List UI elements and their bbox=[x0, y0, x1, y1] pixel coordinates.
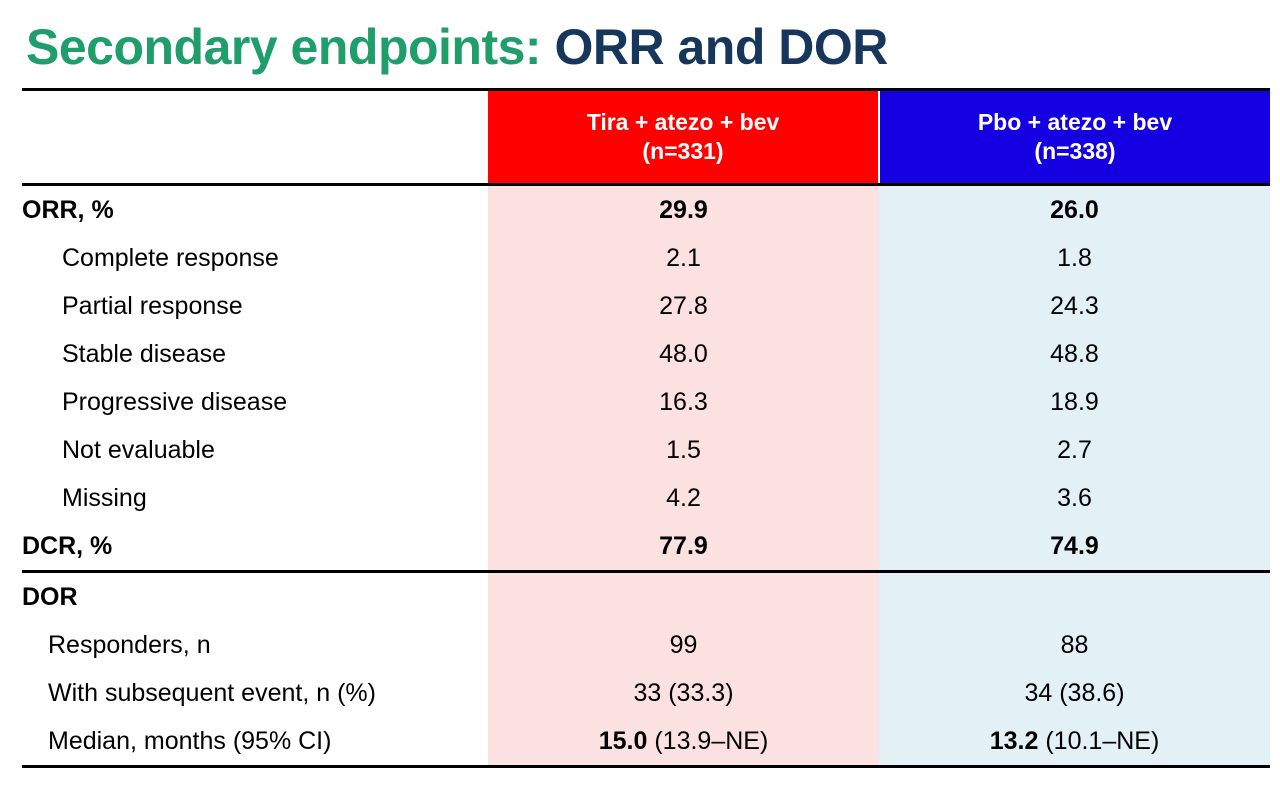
row-value-arm2: 88 bbox=[879, 621, 1270, 669]
page-title-primary: Secondary endpoints: bbox=[26, 19, 555, 75]
table-row bbox=[22, 522, 1270, 572]
row-value-arm2-median: 13.2 bbox=[989, 726, 1039, 755]
row-value-arm2: 48.8 bbox=[879, 330, 1270, 378]
row-value-arm1 bbox=[488, 572, 879, 622]
row-value-arm1: 99 bbox=[488, 621, 879, 669]
row-label: DCR, % bbox=[22, 522, 488, 572]
row-value-arm1-median: 15.0 bbox=[598, 726, 648, 755]
row-value-arm2: 3.6 bbox=[879, 474, 1270, 522]
row-label: Progressive disease bbox=[22, 378, 488, 426]
row-value-arm2: 2.7 bbox=[879, 426, 1270, 474]
row-value-arm2-ci: (10.1–NE) bbox=[1038, 726, 1160, 755]
row-value-arm2 bbox=[879, 572, 1270, 622]
table-header bbox=[22, 90, 1270, 185]
column-header-arm1 bbox=[488, 90, 879, 185]
column-header-arm2 bbox=[879, 90, 1270, 185]
row-label: Missing bbox=[22, 474, 488, 522]
table-body bbox=[22, 185, 1270, 766]
row-value-arm1: 16.3 bbox=[488, 378, 879, 426]
row-value-arm2: 74.9 bbox=[879, 522, 1270, 572]
column-header-blank bbox=[22, 90, 488, 185]
row-value-arm1: 27.8 bbox=[488, 282, 879, 330]
row-value-arm1: 33 (33.3) bbox=[488, 669, 879, 717]
row-value-arm2: 34 (38.6) bbox=[879, 669, 1270, 717]
table-header-row bbox=[22, 90, 1270, 185]
row-label: Not evaluable bbox=[22, 426, 488, 474]
column-header-arm2-label: Pbo + atezo + bev bbox=[977, 108, 1173, 135]
column-header-arm1-n: (n=331) bbox=[642, 138, 724, 164]
table-row bbox=[22, 474, 1270, 522]
table-row bbox=[22, 717, 1270, 765]
row-value-arm1: 2.1 bbox=[488, 234, 879, 282]
row-value-arm1: 48.0 bbox=[488, 330, 879, 378]
row-value-arm2: 24.3 bbox=[879, 282, 1270, 330]
row-label: Complete response bbox=[22, 234, 488, 282]
row-value-arm1: 77.9 bbox=[488, 522, 879, 572]
row-value-arm1-ci: (13.9–NE) bbox=[647, 726, 769, 755]
table-row bbox=[22, 426, 1270, 474]
column-header-arm2-n: (n=338) bbox=[1034, 138, 1116, 164]
row-label: ORR, % bbox=[22, 185, 488, 235]
column-header-arm1-label: Tira + atezo + bev bbox=[586, 108, 780, 135]
table-row bbox=[22, 621, 1270, 669]
page-title bbox=[26, 20, 1262, 74]
row-value-arm2 bbox=[879, 717, 1270, 765]
row-label: DOR bbox=[22, 572, 488, 622]
table-row bbox=[22, 669, 1270, 717]
table-row bbox=[22, 378, 1270, 426]
table-row bbox=[22, 282, 1270, 330]
row-value-arm2: 1.8 bbox=[879, 234, 1270, 282]
row-label: Median, months (95% CI) bbox=[22, 717, 488, 765]
row-label: Responders, n bbox=[22, 621, 488, 669]
results-table bbox=[22, 88, 1270, 765]
page-title-secondary: ORR and DOR bbox=[554, 19, 888, 75]
table-row bbox=[22, 330, 1270, 378]
row-value-arm1: 4.2 bbox=[488, 474, 879, 522]
table-row bbox=[22, 572, 1270, 622]
row-value-arm2: 26.0 bbox=[879, 185, 1270, 235]
table-row bbox=[22, 234, 1270, 282]
row-label: With subsequent event, n (%) bbox=[22, 669, 488, 717]
row-value-arm1 bbox=[488, 717, 879, 765]
table-row bbox=[22, 185, 1270, 235]
row-value-arm2: 18.9 bbox=[879, 378, 1270, 426]
row-label: Stable disease bbox=[22, 330, 488, 378]
row-value-arm1: 29.9 bbox=[488, 185, 879, 235]
row-label: Partial response bbox=[22, 282, 488, 330]
row-value-arm1: 1.5 bbox=[488, 426, 879, 474]
table-bottom-rule bbox=[22, 765, 1270, 768]
